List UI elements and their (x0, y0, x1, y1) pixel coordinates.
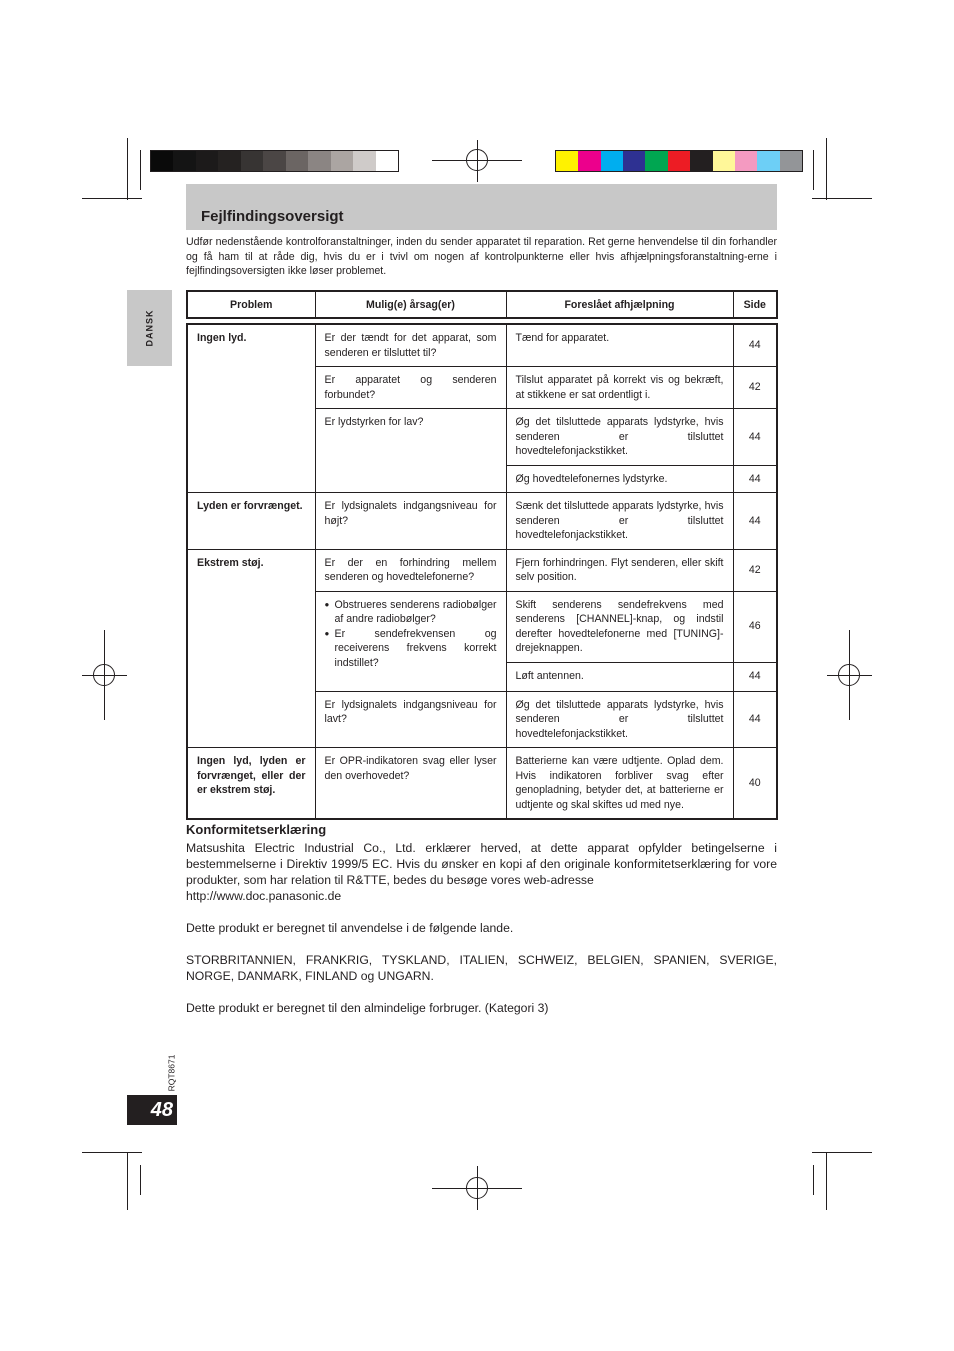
remedy-cell: Tænd for apparatet. (506, 324, 733, 367)
color-swatch (735, 151, 757, 171)
consumer-category: Dette produkt er beregnet til den almindelige forbruger. (Kategori 3) (186, 1001, 549, 1015)
color-calibration-bar (555, 150, 803, 172)
color-swatch (780, 151, 802, 171)
intro-paragraph: Udfør nedenstående kontrolforanstaltninger, inden du sender apparatet til reparation. Ret gerne henvendelse til din forhandler og få ham til at råde dig, hvis du er i tvivl om nogen af kontrolpunkterne eller hvis afhjælpningsforanstaltning-erne i fejlfindingsoversigten ikke løser problemet. (186, 236, 777, 277)
color-swatch (713, 151, 735, 171)
page-cell: 46 (733, 591, 777, 662)
color-swatch (601, 151, 623, 171)
table-row (187, 324, 777, 367)
header-problem: Problem (187, 291, 315, 318)
header-page: Side (733, 291, 777, 318)
cause-cell: Er der tændt for det apparat, som senderen er tilsluttet til? (315, 324, 506, 367)
table-row (187, 748, 777, 820)
remedy-cell: Sænk det tilsluttede apparats lydstyrke, hvis senderen er tilsluttet hovedtelefonjackstikket. (506, 493, 733, 550)
cause-cell: Er lydsignalets indgangsniveau for lavt? (315, 691, 506, 748)
grayscale-calibration-bar (150, 150, 399, 172)
crop-mark (813, 150, 814, 190)
crop-mark (812, 198, 872, 199)
list-item: ● Er sendefrekvensen og receiverens frekvens korrekt indstillet? (325, 627, 497, 671)
gray-swatch (196, 151, 218, 171)
page-title: Fejlfindingsoversigt (201, 208, 344, 225)
crop-mark (140, 1165, 141, 1195)
crop-mark (82, 1152, 142, 1153)
crop-mark (127, 138, 128, 200)
gray-swatch (286, 151, 308, 171)
remedy-cell: Batterierne kan være udtjente. Oplad dem. Hvis indikatoren forbliver svag efter genopladning, betyder det, at batterierne er udtjente og skal skiftes ud med nye. (506, 748, 733, 820)
cause-cell: Er der en forhindring mellem senderen og hovedtelefonerne? (315, 549, 506, 591)
registration-circle (838, 664, 860, 686)
conformity-url: http://www.doc.panasonic.de (186, 889, 342, 903)
color-swatch (556, 151, 578, 171)
table-row (187, 549, 777, 591)
color-swatch (623, 151, 645, 171)
crop-mark (812, 1152, 872, 1153)
conformity-heading: Konformitetserklæring (186, 822, 327, 837)
color-swatch (645, 151, 667, 171)
color-swatch (757, 151, 779, 171)
problem-cell: Lyden er forvrænget. (187, 493, 315, 550)
crop-mark (813, 1165, 814, 1195)
troubleshooting-table (186, 323, 778, 820)
registration-circle (466, 149, 488, 171)
remedy-cell: Løft antennen. (506, 662, 733, 691)
cause-cell: Er lydstyrken for lav? (315, 409, 506, 493)
remedy-cell: Øg det tilsluttede apparats lydstyrke, hvis senderen er tilsluttet hovedtelefonjackstikket. (506, 409, 733, 466)
gray-swatch (241, 151, 263, 171)
gray-swatch (151, 151, 173, 171)
model-code: RQT8671 (166, 1054, 177, 1091)
page-cell: 44 (733, 465, 777, 493)
page-cell: 42 (733, 367, 777, 409)
remedy-cell: Skift senderens sendefrekvens med senderens [CHANNEL]-knap, og indstil derefter hovedtelefonerne med [TUNING]-drejeknappen. (506, 591, 733, 662)
cause-cell: Er lydsignalets indgangsniveau for højt? (315, 493, 506, 550)
page-cell: 40 (733, 748, 777, 820)
remedy-cell: Tilslut apparatet på korrekt vis og bekræft, at stikkene er sat ordentligt i. (506, 367, 733, 409)
page-cell: 42 (733, 549, 777, 591)
cause-cell: Er apparatet og senderen forbundet? (315, 367, 506, 409)
list-item: ● Obstrueres senderens radiobølger af andre radiobølger? (325, 598, 497, 627)
problem-cell: Ingen lyd. (187, 324, 315, 493)
cause-bullet-list (325, 598, 497, 671)
header-cause: Mulig(e) årsag(er) (315, 291, 506, 318)
remedy-cell: Øg hovedtelefonernes lydstyrke. (506, 465, 733, 493)
color-swatch (690, 151, 712, 171)
page-number: 48 (150, 1099, 173, 1121)
gray-swatch (376, 151, 398, 171)
crop-mark (140, 150, 141, 190)
registration-circle (93, 664, 115, 686)
color-swatch (578, 151, 600, 171)
troubleshooting-table-header (186, 290, 778, 319)
page-cell: 44 (733, 493, 777, 550)
header-remedy: Foreslået afhjælpning (506, 291, 733, 318)
remedy-cell: Fjern forhindringen. Flyt senderen, eller skift selv position. (506, 549, 733, 591)
cause-cell (315, 591, 506, 691)
conformity-text: Matsushita Electric Industrial Co., Ltd. erklærer herved, at dette apparat opfylder betingelserne i bestemmelserne i Direktiv 1999/5 EC. Hvis du ønsker en kopi af den originale konformitetserklæring for vore produkter, som har relation til R&TTE, bedes du besøge vores web-adresse (186, 841, 777, 887)
crop-mark (826, 138, 827, 200)
page-cell: 44 (733, 324, 777, 367)
table-row (187, 493, 777, 550)
page-cell: 44 (733, 662, 777, 691)
countries-list: STORBRITANNIEN, FRANKRIG, TYSKLAND, ITALIEN, SCHWEIZ, BELGIEN, SPANIEN, SVERIGE, NORGE, DANMARK, FINLAND og UNGARN. (186, 953, 777, 983)
gray-swatch (331, 151, 353, 171)
crop-mark (127, 1152, 128, 1210)
page-cell: 44 (733, 409, 777, 466)
page-cell: 44 (733, 691, 777, 748)
cause-cell: Er OPR-indikatoren svag eller lyser den overhovedet? (315, 748, 506, 820)
registration-circle (466, 1177, 488, 1199)
problem-cell: Ekstrem støj. (187, 549, 315, 748)
crop-mark (826, 1152, 827, 1210)
gray-swatch (353, 151, 375, 171)
remedy-cell: Øg det tilsluttede apparats lydstyrke, hvis senderen er tilsluttet hovedtelefonjackstikket. (506, 691, 733, 748)
problem-cell: Ingen lyd, lyden er forvrænget, eller der er ekstrem støj. (187, 748, 315, 820)
crop-mark (82, 198, 142, 199)
countries-intro: Dette produkt er beregnet til anvendelse i de følgende lande. (186, 921, 514, 935)
color-swatch (668, 151, 690, 171)
gray-swatch (218, 151, 240, 171)
gray-swatch (308, 151, 330, 171)
gray-swatch (263, 151, 285, 171)
gray-swatch (173, 151, 195, 171)
conformity-paragraph (186, 840, 777, 904)
language-tab-label: DANSK (144, 309, 155, 347)
